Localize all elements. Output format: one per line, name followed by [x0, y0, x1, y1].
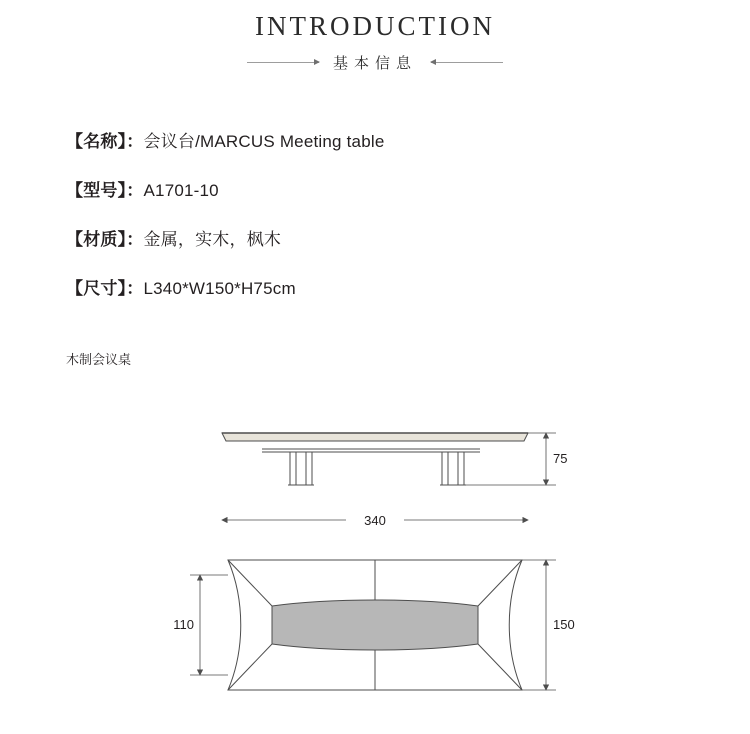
spec-row — [66, 131, 750, 154]
spec-label-size: 【尺寸】： — [66, 279, 144, 299]
dimension-inner-width-label: 110 — [173, 617, 194, 632]
spec-value-material: 金属，实木，枫木 — [143, 230, 282, 250]
dimension-height-label: 75 — [553, 451, 568, 466]
spec-list — [66, 131, 750, 301]
spec-row — [66, 180, 750, 203]
product-note: 木制会议桌 — [66, 352, 132, 368]
divider-left-icon — [247, 62, 319, 63]
dimension-length-label: 340 — [364, 513, 386, 528]
dimension-width — [522, 560, 575, 690]
dimension-width-label: 150 — [553, 617, 575, 632]
dimension-length — [222, 513, 528, 528]
spec-label-material: 【材质】： — [66, 230, 144, 250]
spec-value-model: A1701-10 — [143, 181, 219, 201]
page-title: INTRODUCTION — [255, 11, 495, 41]
page-header — [0, 0, 750, 73]
spec-label-model: 【型号】： — [66, 181, 144, 201]
dimension-inner-width — [173, 575, 228, 675]
spec-row — [66, 229, 750, 252]
page-subtitle: 基本信息 — [332, 55, 417, 73]
side-elevation-view — [222, 433, 528, 485]
spec-label-name: 【名称】： — [66, 132, 144, 152]
technical-drawing — [0, 410, 750, 720]
spec-row — [66, 278, 750, 301]
spec-value-name: 会议台/MARCUS Meeting table — [143, 132, 385, 152]
spec-value-size: L340*W150*H75cm — [143, 279, 296, 299]
plan-view — [228, 560, 522, 690]
subtitle-row — [0, 52, 750, 73]
divider-right-icon — [431, 62, 503, 63]
